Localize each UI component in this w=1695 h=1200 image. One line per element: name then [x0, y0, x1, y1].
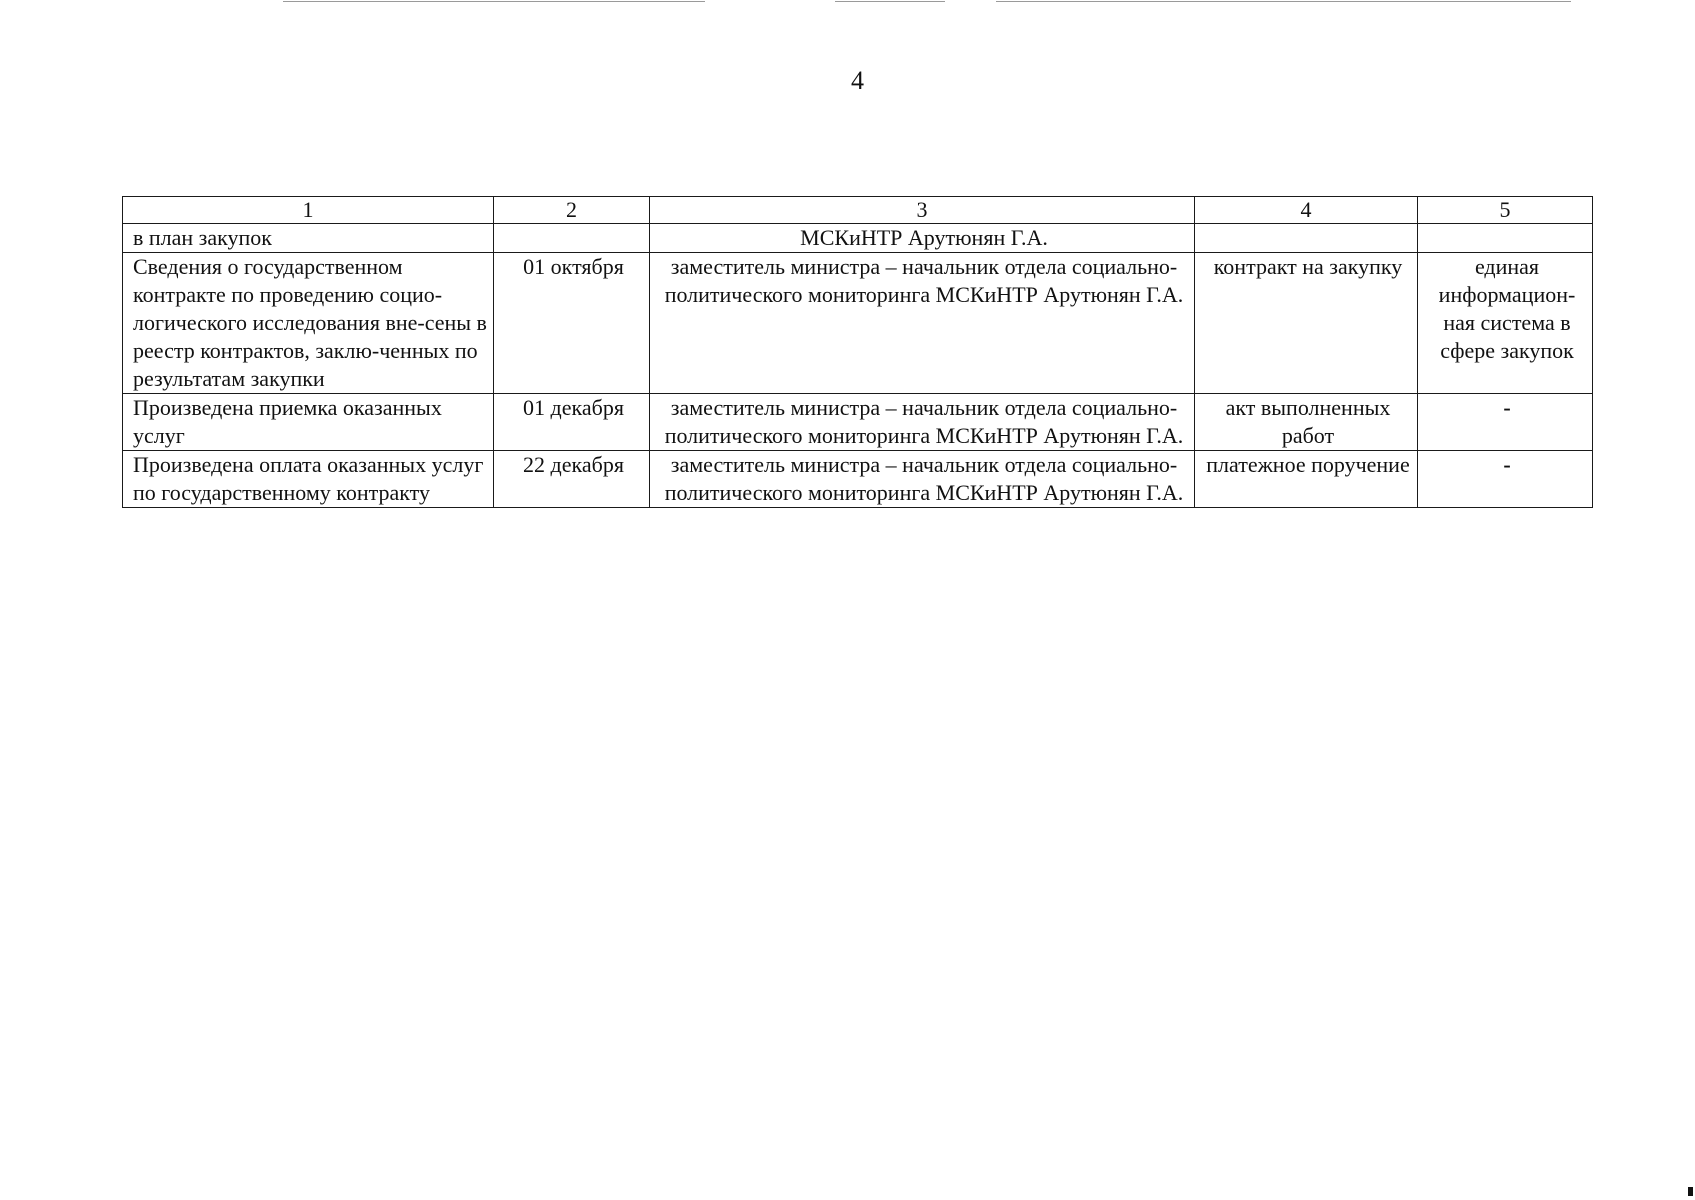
document-cell: платежное поручение [1195, 451, 1418, 508]
system-cell: единая информацион-ная система в сфере закупок [1418, 253, 1593, 394]
date-cell: 22 декабря [494, 451, 650, 508]
date-cell [494, 224, 650, 253]
scan-corner-mark [1688, 1187, 1693, 1196]
event-cell: Произведена оплата оказанных услуг по государственному контракту [123, 451, 494, 508]
scan-line [835, 1, 945, 2]
system-cell: - [1418, 451, 1593, 508]
scan-line [996, 1, 1571, 2]
date-cell: 01 октября [494, 253, 650, 394]
column-header: 3 [650, 197, 1195, 224]
event-cell: Произведена приемка оказанных услуг [123, 394, 494, 451]
event-cell: в план закупок [123, 224, 494, 253]
scan-line [283, 1, 705, 2]
responsible-cell: заместитель министра – начальник отдела социально-политического мониторинга МСКиНТР Арутюнян Г.А. [650, 253, 1195, 394]
document-cell: контракт на закупку [1195, 253, 1418, 394]
plan-table [122, 196, 1593, 508]
table-row [123, 253, 1593, 394]
system-cell [1418, 224, 1593, 253]
responsible-cell: МСКиНТР Арутюнян Г.А. [650, 224, 1195, 253]
scan-edge-lines [0, 0, 1695, 4]
table-header-row [123, 197, 1593, 224]
document-cell [1195, 224, 1418, 253]
document-cell: акт выполненных работ [1195, 394, 1418, 451]
table-row [123, 451, 1593, 508]
event-cell: Сведения о государственном контракте по проведению социо-логического исследования вне-сены в реестр контрактов, заклю-ченных по результатам закупки [123, 253, 494, 394]
responsible-cell: заместитель министра – начальник отдела социально-политического мониторинга МСКиНТР Арутюнян Г.А. [650, 394, 1195, 451]
column-header: 4 [1195, 197, 1418, 224]
responsible-cell: заместитель министра – начальник отдела социально-политического мониторинга МСКиНТР Арутюнян Г.А. [650, 451, 1195, 508]
page-number: 4 [851, 66, 864, 95]
system-cell: - [1418, 394, 1593, 451]
table-row [123, 224, 1593, 253]
date-cell: 01 декабря [494, 394, 650, 451]
column-header: 1 [123, 197, 494, 224]
column-header: 2 [494, 197, 650, 224]
table-row [123, 394, 1593, 451]
column-header: 5 [1418, 197, 1593, 224]
